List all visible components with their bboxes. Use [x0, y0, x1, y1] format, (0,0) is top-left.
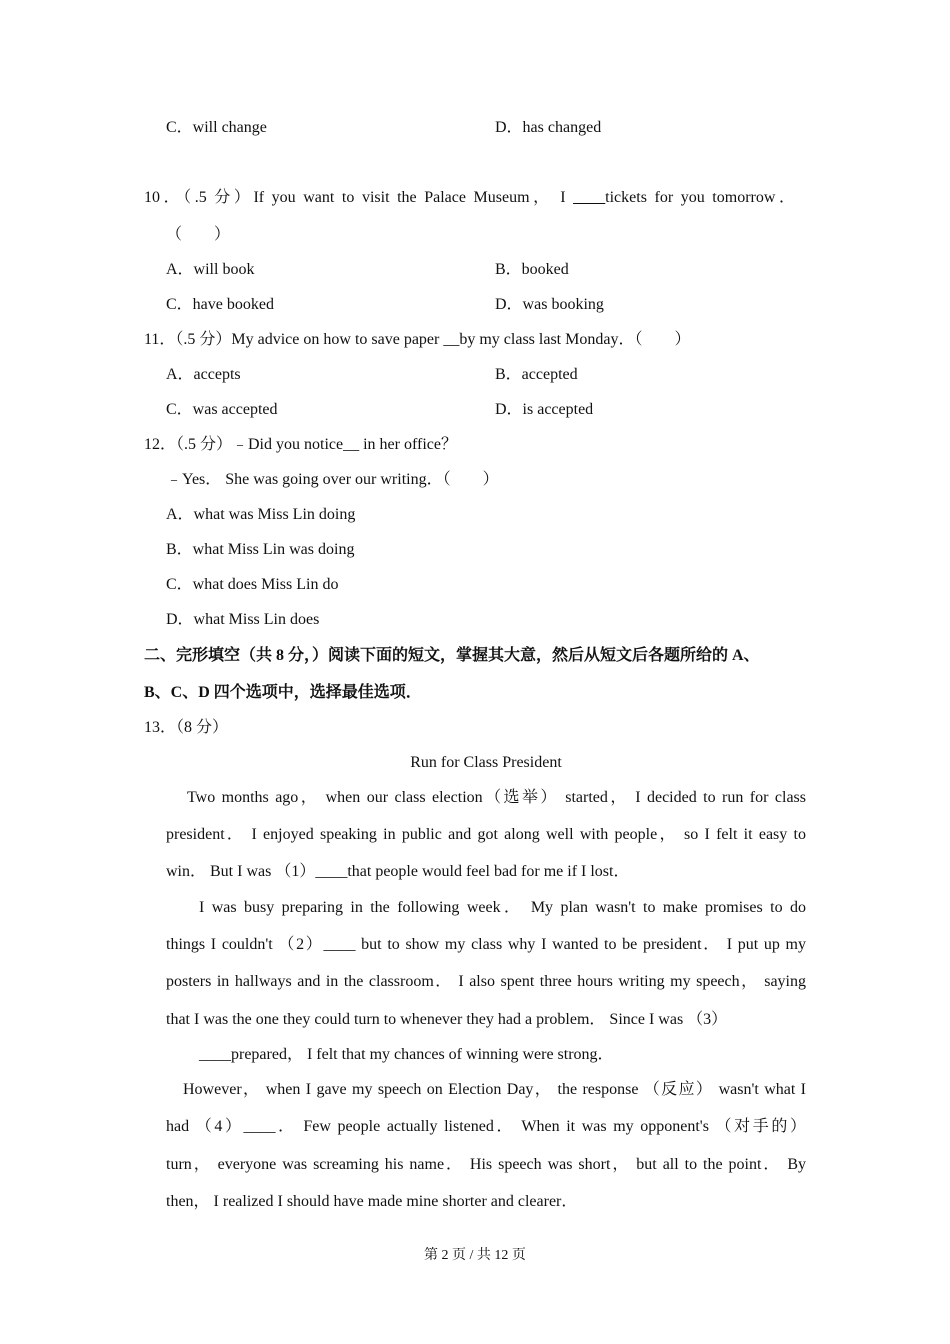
q12-option-b: B．what Miss Lin was doing [166, 541, 355, 558]
q10-option-d: D．was booking [495, 296, 604, 313]
q10-option-b: B．booked [495, 261, 569, 278]
passage-p2-line3: posters in hallways and in the classroom． I also spent three hours writing my speech， saying [166, 973, 806, 990]
page-footer: 第 2 页 / 共 12 页 [424, 1248, 526, 1263]
passage-p3-line2: had （4）____． Few people actually listened． When it was my opponent's （对手的） [166, 1118, 806, 1135]
q12-reply: ﹣Yes． She was going over our writing．（ ） [166, 471, 499, 488]
q11-option-d: D．is accepted [495, 401, 594, 418]
passage-p1-line2: president． I enjoyed speaking in public and got along well with people， so I felt it easy to [166, 826, 806, 843]
q12-option-a: A．what was Miss Lin doing [166, 506, 356, 523]
q10-option-c: C．have booked [166, 296, 274, 313]
q10-stem [144, 188, 795, 208]
q12-stem: 12．（.5 分）﹣Did you notice__ in her office？ [144, 436, 457, 453]
passage-p2-line1: I was busy preparing in the following week． My plan wasn't to make promises to do [199, 899, 806, 916]
q10-stem-after: tickets for you tomorrow． [605, 189, 795, 206]
passage-p3-line1: However， when I gave my speech on Election Day， the response （反应） wasn't what I [183, 1081, 806, 1098]
passage-p3-line4: then， I realized I should have made mine shorter and clearer． [166, 1193, 578, 1210]
prev-option-c: C．will change [166, 119, 267, 136]
q12-option-d: D．what Miss Lin does [166, 611, 320, 628]
q12-option-c: C．what does Miss Lin do [166, 576, 339, 593]
passage-p2-line5: ____prepared， I felt that my chances of winning were strong． [199, 1046, 614, 1063]
q10-stem-before: 10．（.5 分）If you want to visit the Palace Museum， I [144, 189, 574, 206]
passage-p3-line3: turn， everyone was screaming his name． His speech was short， but all to the point． By [166, 1156, 806, 1173]
q11-stem: 11．（.5 分）My advice on how to save paper __by my class last Monday．（ ） [144, 331, 691, 348]
q10-option-a: A．will book [166, 261, 255, 278]
passage-p2-line2: things I couldn't （2）____ but to show my class why I wanted to be president． I put up my [166, 936, 806, 953]
q10-paren: （ ） [166, 226, 231, 243]
q13-label: 13．（8 分） [144, 719, 229, 736]
q11-option-a: A．accepts [166, 366, 241, 383]
section2-heading-line1: 二、完形填空（共 8 分，）阅读下面的短文，掌握其大意，然后从短文后各题所给的 A、 [144, 647, 760, 664]
prev-option-d: D．has changed [495, 119, 602, 136]
passage-p2-line4: that I was the one they could turn to whenever they had a problem． Since I was （3） [166, 1011, 728, 1028]
passage-p1-line1: Two months ago， when our class election（选举） started， I decided to run for class [187, 789, 806, 806]
q11-option-b: B．accepted [495, 366, 578, 383]
q11-option-c: C．was accepted [166, 401, 278, 418]
section2-heading-line2: B、C、D 四个选项中，选择最佳选项． [144, 684, 422, 701]
passage-p1-line3: win． But I was （1）____that people would feel bad for me if I lost． [166, 863, 630, 880]
passage-title: Run for Class President [410, 754, 562, 771]
q10-blank: ____ [573, 189, 606, 206]
